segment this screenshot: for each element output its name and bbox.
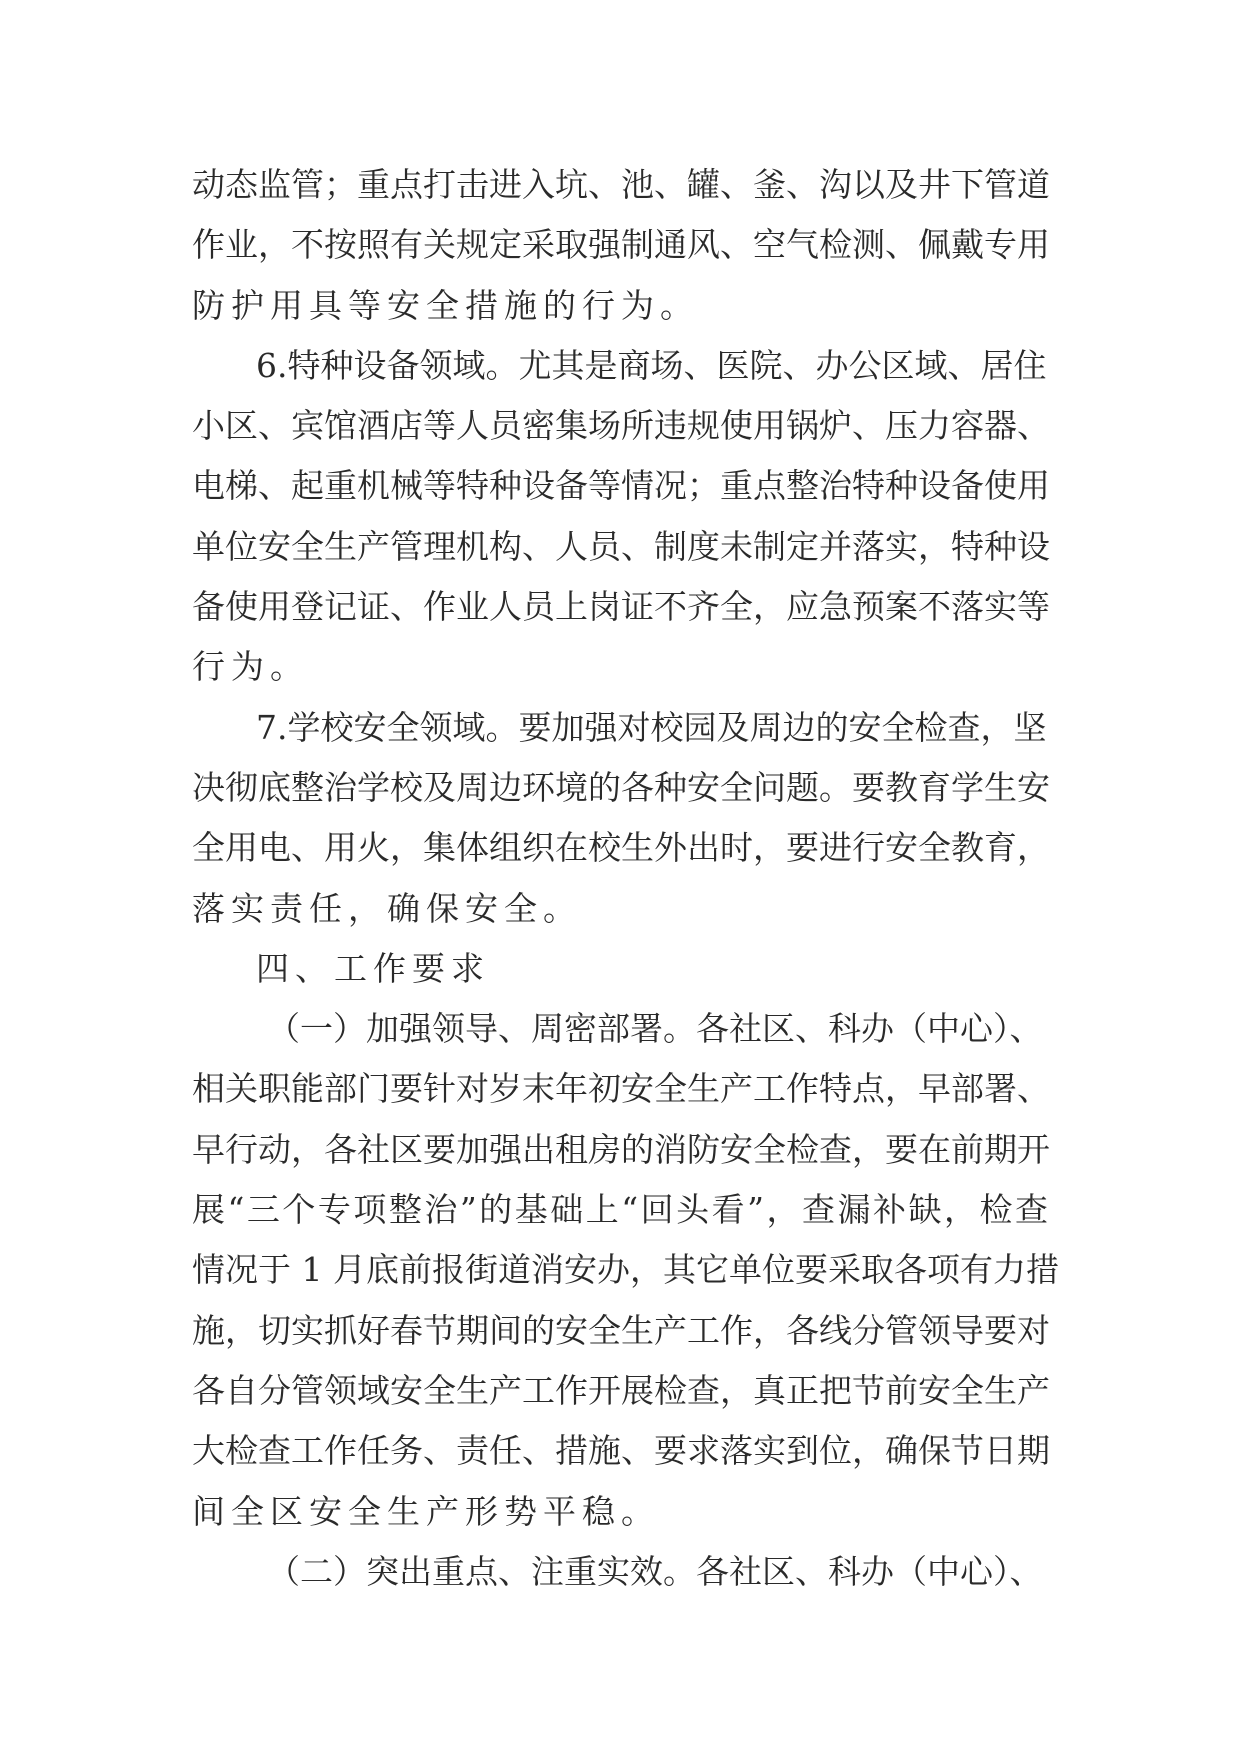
text-line: 单位安全生产管理机构、人员、制度未制定并落实，特种设 <box>192 526 1050 566</box>
paragraph-school-safety <box>192 698 1052 939</box>
text-line: 早行动，各社区要加强出租房的消防安全检查，要在前期开 <box>192 1129 1050 1169</box>
text-line: 情况于 1 月底前报街道消安办，其它单位要采取各项有力措 <box>192 1250 1059 1290</box>
section-heading: 四、工作要求 <box>256 948 490 988</box>
text-line: 相关职能部门要针对岁末年初安全生产工作特点，早部署、 <box>192 1069 1050 1109</box>
text-line: 电梯、起重机械等特种设备等情况；重点整治特种设备使用 <box>192 466 1050 506</box>
text-line: 小区、宾馆酒店等人员密集场所违规使用锅炉、压力容器、 <box>192 406 1050 446</box>
paragraph-dynamic-supervision <box>192 155 1052 336</box>
text-line: 各自分管领域安全生产工作开展检查，真正把节前安全生产 <box>192 1370 1050 1410</box>
text-line: （一）加强领导、周密部署。各社区、科办（中心）、 <box>267 1009 1043 1049</box>
text-line: 展“三个专项整治”的基础上“回头看”，查漏补缺，检查 <box>192 1190 1051 1230</box>
text-line: 作业，不按照有关规定采取强制通风、空气检测、佩戴专用 <box>192 225 1050 265</box>
text-line: 行为。 <box>192 647 309 687</box>
paragraph-focus-effectiveness <box>192 1542 1052 1602</box>
section-heading-work-requirements <box>192 939 1052 999</box>
text-line: 动态监管；重点打击进入坑、池、罐、釜、沟以及井下管道 <box>192 165 1050 204</box>
text-line: 决彻底整治学校及周边环境的各种安全问题。要教育学生安 <box>192 767 1050 807</box>
document-body <box>192 155 1059 1602</box>
text-line: 落实责任，确保安全。 <box>192 888 582 928</box>
paragraph-special-equipment <box>192 336 1052 698</box>
text-line: （二）突出重点、注重实效。各社区、科办（中心）、 <box>267 1551 1043 1591</box>
text-line: 7.学校安全领域。要加强对校园及周边的安全检查，坚 <box>256 707 1047 747</box>
text-line: 备使用登记证、作业人员上岗证不齐全，应急预案不落实等 <box>192 587 1050 627</box>
text-line: 全用电、用火，集体组织在校生外出时，要进行安全教育， <box>192 828 1050 868</box>
text-line: 6.特种设备领域。尤其是商场、医院、办公区域、居住 <box>256 345 1047 385</box>
text-line: 施，切实抓好春节期间的安全生产工作，各线分管领导要对 <box>192 1310 1050 1350</box>
paragraph-leadership-deployment <box>192 999 1059 1542</box>
text-line: 防护用具等安全措施的行为。 <box>192 285 699 325</box>
text-line: 大检查工作任务、责任、措施、要求落实到位，确保节日期 <box>192 1431 1050 1471</box>
text-line: 间全区安全生产形势平稳。 <box>192 1491 660 1531</box>
